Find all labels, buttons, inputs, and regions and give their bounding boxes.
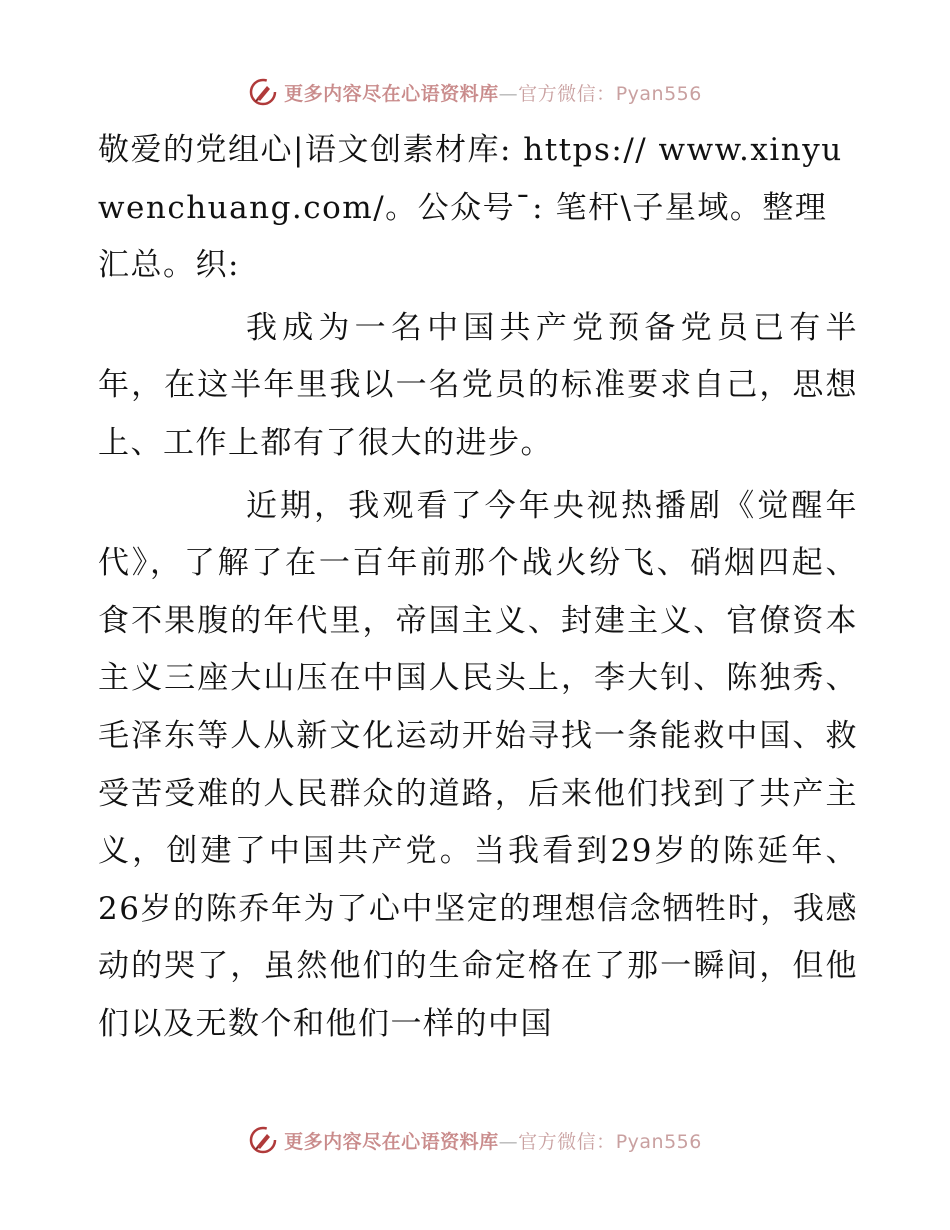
banner-wechat-id: Pyan556 <box>615 1130 702 1153</box>
intro-line: 敬爱的党组心|语文创素材库: https:// www.xinyuwenchuang.com/。公众号¯: 笔杆\子星域。整理汇总。织: <box>98 132 843 284</box>
pen-nib-logo-icon <box>248 1125 278 1155</box>
banner-wechat-label: 官方微信： <box>518 1130 616 1153</box>
paragraph-2: 近期，我观看了今年央视热播剧《觉醒年代》，了解了在一百年前那个战火纷飞、硝烟四起、食不果腹的年代里，帝国主义、封建主义、官僚资本主义三座大山压在中国人民头上，李大钊、陈独秀、毛泽东等人从新文化运动开始寻找一条能救中国、救受苦受难的人民群众的道路，后来他们找到了共产主义，创建了中国共产党。当我看到29岁的陈延年、26岁的陈乔年为了心中坚定的理想信念牺牲时，我感动的哭了，虽然他们的生命定格在了那一瞬间，但他们以及无数个和他们一样的中国 <box>98 487 858 1042</box>
header-banner <box>0 72 950 112</box>
footer-banner <box>0 1120 950 1160</box>
paragraph-1: 我成为一名中国共产党预备党员已有半年，在这半年里我以一名党员的标准要求自己，思想上、工作上都有了很大的进步。 <box>98 309 858 461</box>
banner-separator: — <box>498 82 519 105</box>
banner-separator: — <box>498 1130 519 1153</box>
banner-main-text: 更多内容尽在心语资料库 <box>284 1130 499 1153</box>
document-body <box>98 122 858 1054</box>
banner-wechat-label: 官方微信： <box>518 82 616 105</box>
banner-main-text: 更多内容尽在心语资料库 <box>284 82 499 105</box>
banner-text <box>284 79 702 106</box>
pen-nib-logo-icon <box>248 77 278 107</box>
banner-text <box>284 1127 702 1154</box>
banner-wechat-id: Pyan556 <box>615 82 702 105</box>
